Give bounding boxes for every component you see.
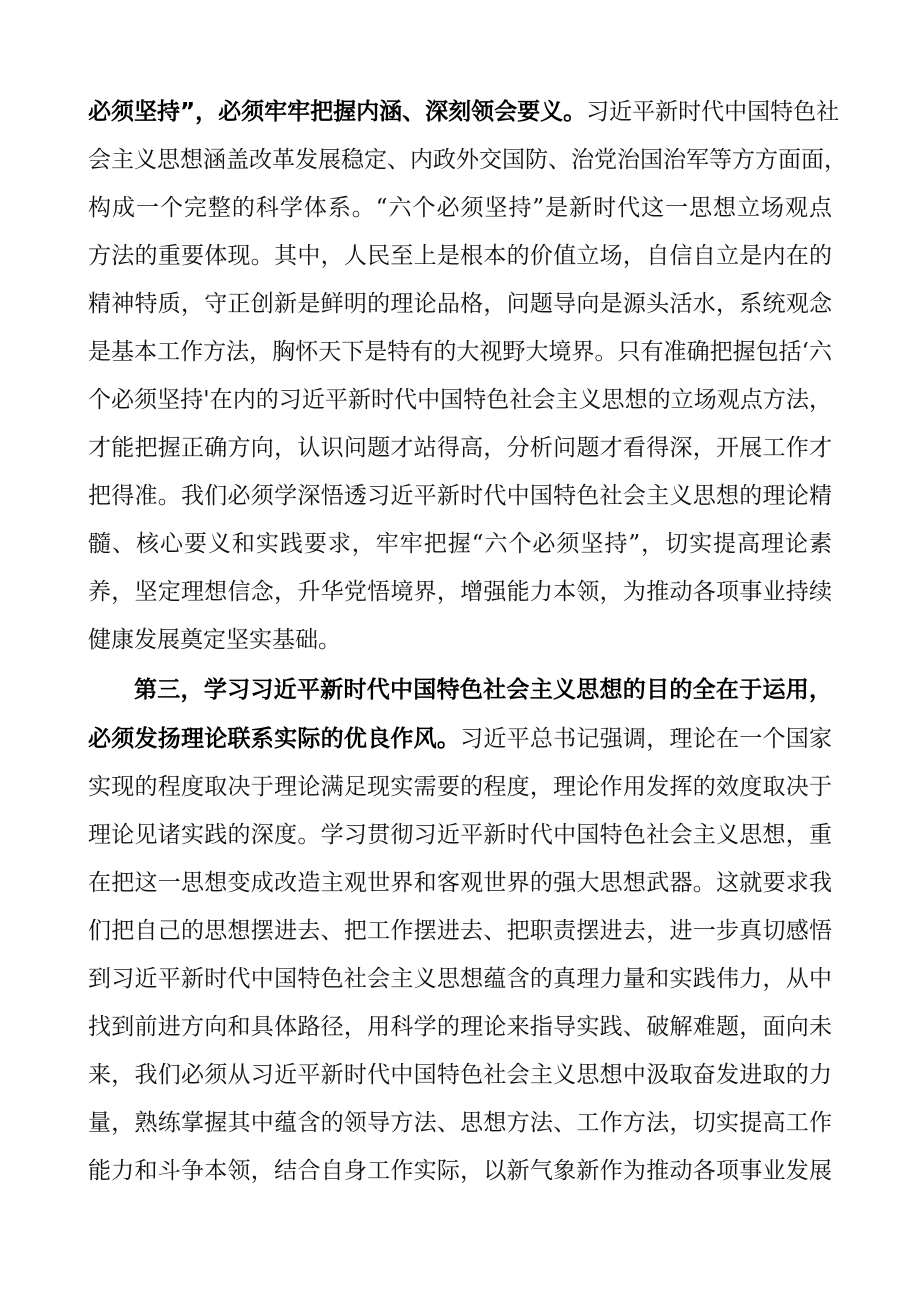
line-text: 健康发展奠定坚实基础。 xyxy=(88,627,341,653)
text-line xyxy=(134,670,832,710)
text-line xyxy=(88,911,832,951)
text-line xyxy=(88,1151,832,1191)
text-line xyxy=(88,1055,832,1095)
line-text: 会主义思想涵盖改革发展稳定、内政外交国防、治党治国治军等方方面面， xyxy=(88,147,847,173)
text-line xyxy=(88,815,832,855)
line-text: 是基本工作方法，胸怀天下是特有的大视野大境界。只有准确把握包括‘六 xyxy=(88,339,833,365)
line-text: 习近平新时代中国特色社 xyxy=(586,99,840,125)
line-text: 习近平总书记强调，理论在一个国家 xyxy=(460,726,833,752)
line-text: 个必须坚持'在内的习近平新时代中国特色社会主义思想的立场观点方法， xyxy=(88,387,833,413)
bold-heading-text: 必须发扬理论联系实际的优良作风。 xyxy=(88,726,461,752)
line-text: 量，熟练掌握其中蕴含的领导方法、思想方法、工作方法，切实提高工作 xyxy=(88,1110,833,1136)
text-line xyxy=(88,428,832,468)
text-line xyxy=(88,959,832,999)
bold-heading-text: 必须坚持”，必须牢牢把握内涵、深刻领会要义。 xyxy=(88,99,587,125)
line-text: 理论见诸实践的深度。学习贯彻习近平新时代中国特色社会主义思想，重 xyxy=(88,822,833,848)
text-line xyxy=(88,524,832,564)
line-text: 把得准。我们必须学深悟透习近平新时代中国特色社会主义思想的理论精 xyxy=(88,483,833,509)
text-line xyxy=(88,284,832,324)
text-line xyxy=(88,1007,832,1047)
text-line xyxy=(88,236,832,276)
line-text: 方法的重要体现。其中，人民至上是根本的价值立场，自信自立是内在的 xyxy=(88,243,833,269)
line-text: 找到前进方向和具体路径，用科学的理论来指导实践、破解难题，面向未 xyxy=(88,1014,833,1040)
bold-heading-text: 第三，学习习近平新时代中国特色社会主义思想的目的全在于运用， xyxy=(134,677,833,703)
text-line xyxy=(88,719,832,759)
line-text: 精神特质，守正创新是鲜明的理论品格，问题导向是源头活水，系统观念 xyxy=(88,291,833,317)
text-line xyxy=(88,572,832,612)
line-text: 们把自己的思想摆进去、把工作摆进去、把职责摆进去，进一步真切感悟 xyxy=(88,918,833,944)
text-line xyxy=(88,92,840,132)
line-text: 养，坚定理想信念，升华党悟境界，增强能力本领，为推动各项事业持续 xyxy=(88,579,833,605)
line-text: 来，我们必须从习近平新时代中国特色社会主义思想中汲取奋发进取的力 xyxy=(88,1062,833,1088)
line-text: 能力和斗争本领，结合自身工作实际，以新气象新作为推动各项事业发展 xyxy=(88,1158,833,1184)
text-line xyxy=(88,476,832,516)
line-text: 实现的程度取决于理论满足现实需要的程度，理论作用发挥的效度取决于 xyxy=(88,774,833,800)
line-text: 构成一个完整的科学体系。“六个必须坚持”是新时代这一思想立场观点 xyxy=(88,195,833,221)
text-line xyxy=(88,332,832,372)
line-text: 到习近平新时代中国特色社会主义思想蕴含的真理力量和实践伟力，从中 xyxy=(88,966,833,992)
text-line xyxy=(88,188,832,228)
line-text: 髓、核心要义和实践要求，牢牢把握“六个必须坚持”，切实提高理论素 xyxy=(88,531,833,557)
text-line xyxy=(88,620,341,660)
text-line xyxy=(88,767,832,807)
text-line xyxy=(88,140,847,180)
line-text: 在把这一思想变成改造主观世界和客观世界的强大思想武器。这就要求我 xyxy=(88,870,833,896)
line-text: 才能把握正确方向，认识问题才站得高，分析问题才看得深，开展工作才 xyxy=(88,435,833,461)
text-line xyxy=(88,1103,832,1143)
text-line xyxy=(88,863,832,903)
text-line xyxy=(88,380,832,420)
